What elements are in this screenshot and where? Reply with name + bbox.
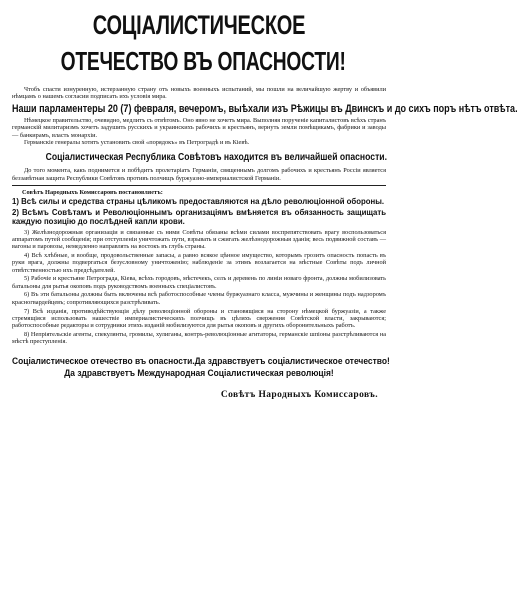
resolution-item-2: 2) Всѣмъ Совѣтамъ и Революціоннымъ организаціямъ вмѣняется въ обязанность защищать каждую позицію до послѣдней капли крови. bbox=[12, 207, 386, 226]
resolution-item-3: 3) Желѣзнодорожныя организаціи и связанные съ ними Совѣты обязаны всѣми силами воспрепятствовать врагу воспользоваться аппаратомъ путей сообщенія; при отступленіи уничтожать пути, взрывать и сжигать желѣзнодорожныя зданія; весь подвижной составъ — вагоны и паровозы, немедленно направлять на востокъ въ глубь страны. bbox=[12, 228, 386, 251]
resolution-item-5: 5) Рабочіе и крестьяне Петрограда, Кіева, всѣхъ городовъ, мѣстечекъ, селъ и деревень по линіи новаго фронта, должны мобилизовать батальоны для рытья окоповъ подъ руководствомъ военныхъ спеціалистовъ. bbox=[12, 275, 386, 290]
sovet-resolution-intro: Совѣтъ Народныхъ Комиссаровъ постановляетъ: bbox=[22, 188, 163, 196]
intro-paragraph-1: Чтобъ спасти изнуренную, истерзанную страну отъ новыхъ военныхъ испытаний, мы пошли на величайшую жертву и объявили нѣмцамъ о нашемъ согласии подписать ихъ условія мира. bbox=[12, 86, 386, 101]
slogan-right: Да здравствуетъ соціалистическое отечество! bbox=[194, 355, 390, 367]
intro-paragraph-3: Германскіе генералы хотятъ установить свой «порядокъ» въ Петроградѣ и въ Кіевѣ. bbox=[24, 138, 250, 146]
divider bbox=[12, 185, 386, 186]
danger-heading: Соціалистическая Республика Совѣтовъ находится въ величайшей опасности. bbox=[45, 151, 387, 164]
intro-paragraph-2: Нѣмецкое правительство, очевидно, медлитъ съ отвѣтомъ. Оно явно не хочетъ мира. Выполняя порученіе капиталистовъ всѣхъ странъ германскій милитаризмъ хочетъ задушить русскихъ и украинскихъ рабочихъ и крестьянъ, вернуть земли помѣщикамъ, фабрики и заводы — банкирамъ, власть монархіи. bbox=[12, 117, 386, 139]
resolution-item-6: 6) Въ эти батальоны должны быть включены всѣ работоспособные члены буржуазнаго класса, мужчины и женщины подъ надзоромъ красногвардейцевъ; сопротивляющихся разстрѣливать. bbox=[12, 291, 386, 306]
resolution-item-4: 4) Всѣ хлѣбные, и вообще, продовольственные запасы, а равно всякое цѣнное имущество, которымъ грозитъ опасность попасть въ руки врага, должны подвергаться безусловному уничтоженію; наблюденіе за этимъ возлагается на мѣстные Совѣты подъ личной отвѣтственностью ихъ предсѣдателей. bbox=[12, 251, 386, 274]
resolution-item-8: 8) Непріятельскіе агенты, спекулянты, громилы, хулиганы, контръ-революціонные агитаторы, германскіе шпіоны разстрѣливаются на мѣстѣ преступленія. bbox=[12, 330, 386, 346]
slogan-center: Да здравствуетъ Международная Соціалистическая революція! bbox=[64, 367, 334, 379]
title-line-2: ОТЕЧЕСТВО ВЪ ОПАСНОСТИ! bbox=[60, 46, 346, 76]
intro-section bbox=[12, 86, 518, 146]
slogans bbox=[12, 355, 390, 380]
slogan-left: Соціалистическое отечество въ опасности. bbox=[12, 355, 195, 367]
signature: Совѣтъ Народныхъ Комиссаровъ. bbox=[220, 389, 378, 400]
resolution-item-1: 1) Всѣ силы и средства страны цѣликомъ предоставляются на дѣло революціонной обороны. bbox=[12, 197, 385, 207]
preamble-paragraph: До того момента, какъ поднимется и побѣдитъ пролетаріатъ Германіи, священнымъ долгомъ рабочихъ и крестьянъ Россіи является беззавѣтная защита Республики Совѣтовъ противъ полчищъ буржуазно-империалистской Германіи. bbox=[12, 167, 386, 182]
resolution-item-7: 7) Всѣ изданія, противодѣйствующія дѣлу революціонной обороны и становящіяся на сторону нѣмецкой буржуазіи, а также стремящіяся использовать нашествіе империалистическихъ полчищъ въ цѣляхъ свержения Совѣтской власти, закрываются; работоспособные редакторы и сотрудники этихъ изданій мобилизуются для рытья окоповъ и другихъ оборонительныхъ работъ. bbox=[12, 307, 386, 330]
title-line-1: СОЦІАЛИСТИЧЕСКОЕ bbox=[92, 10, 306, 40]
intro-bold-statement: Наши парламентеры 20 (7) февраля, вечеромъ, выѣхали изъ Рѣжицы въ Двинскъ и до сихъ поръ нѣтъ отвѣта. bbox=[12, 102, 518, 115]
